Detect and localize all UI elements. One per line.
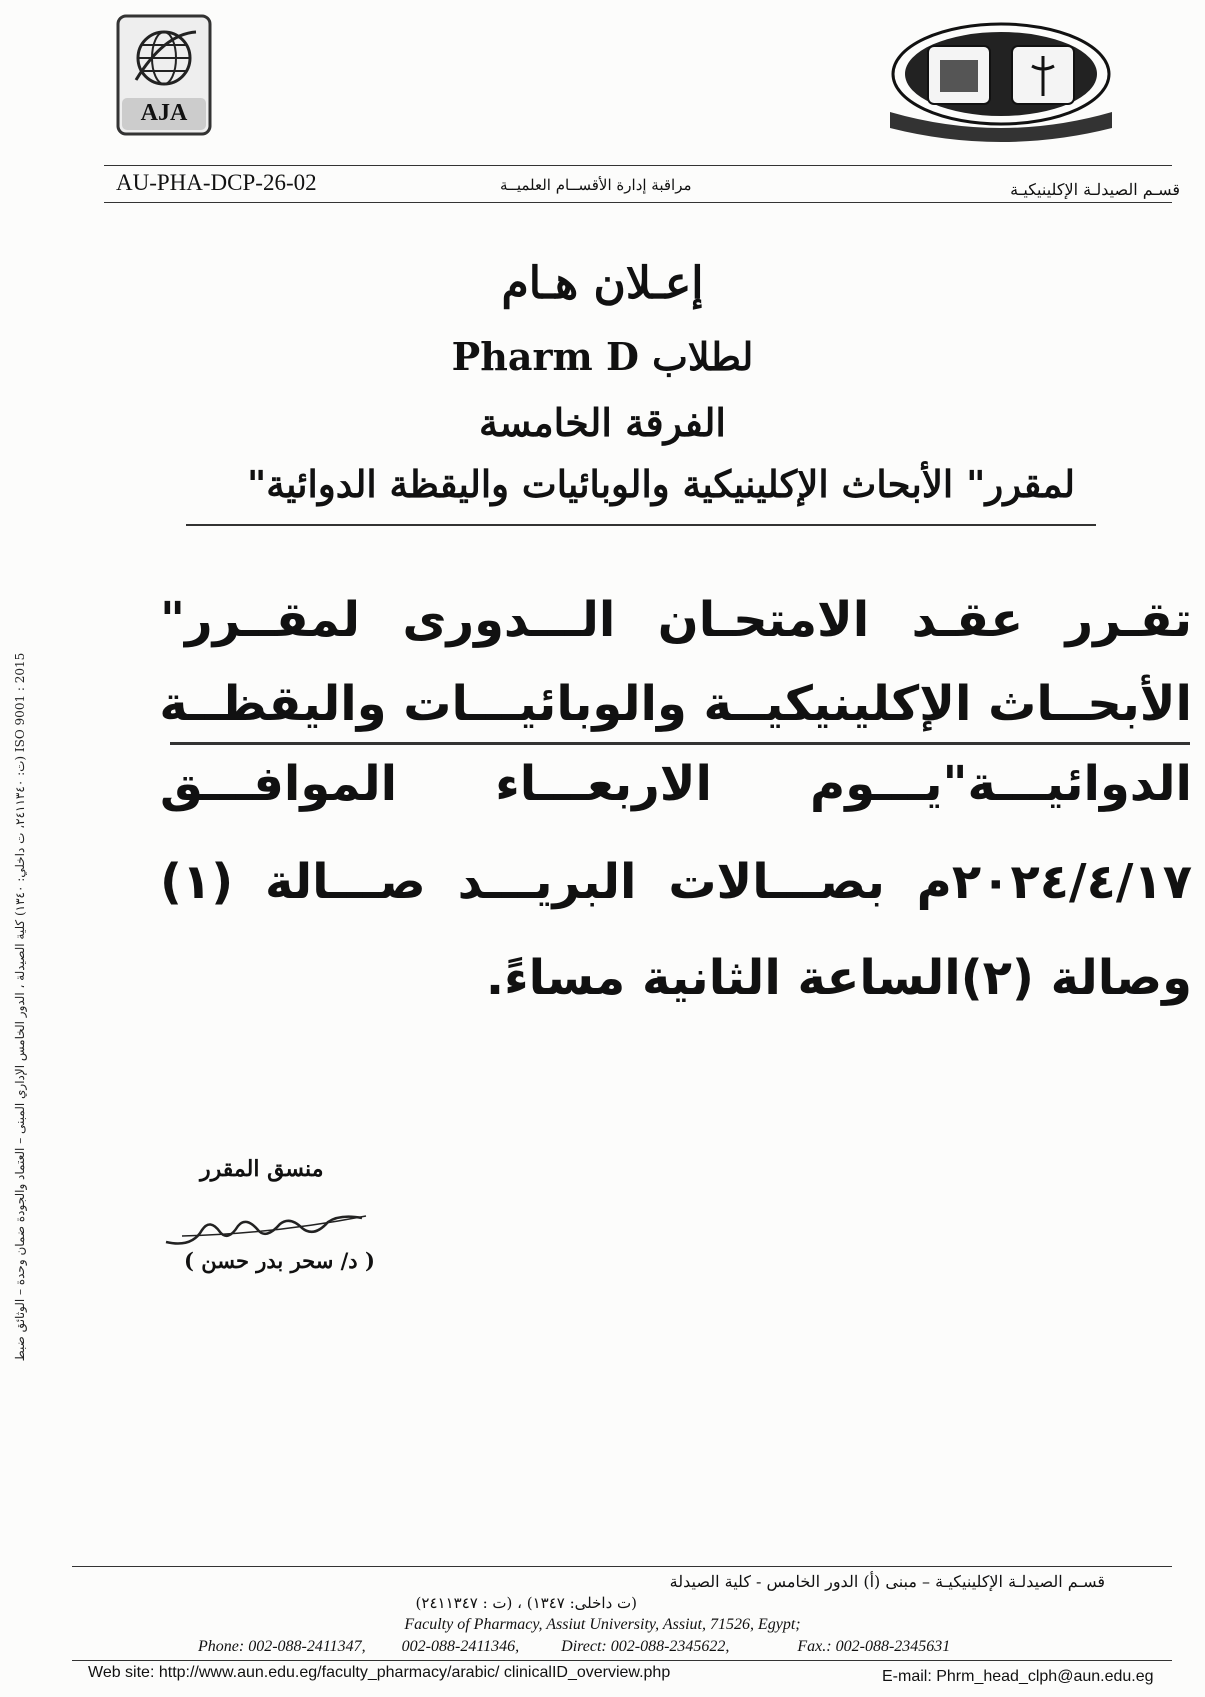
body-line-4: ٢٠٢٤/٤/١٧م بصـــالات البريـــد صـــالة (١) <box>160 854 1192 910</box>
body-line-2: الأبحــاث الإكلينيكيــة والوبائيـــات واليقظــة <box>159 676 1192 732</box>
handwritten-signature <box>162 1208 372 1250</box>
document-code: AU-PHA-DCP-26-02 <box>116 170 317 195</box>
body-line-1: تقـرر عقـد الامتحـان الـــدورى لمقــرر" <box>160 592 1192 648</box>
footer-phone-2: 002-088-2411346, <box>401 1638 520 1655</box>
aja-logo <box>116 14 212 136</box>
signature-title: منسق المقرر <box>200 1156 324 1182</box>
side-note: ISO 9001 : 2015 (ت: ٢٤١١٣٤٠، ت داخلي: ١٣٤٠) كلية الصيدلة ، الدور الخامس الإداري المبنى – العتماد والجودة ضمان وحدة – الوثائق ضبط <box>13 652 27 1362</box>
header-department-name: قسـم الصيدلـة الإكلينيكيـة <box>1010 180 1180 199</box>
footer-phone: Phone: 002-088-2411347, <box>198 1638 366 1655</box>
announcement-course: لمقرر" الأبحاث الإكلينيكية والوبائيات واليقظة الدوائية" <box>246 462 1076 506</box>
footer-divider-bottom <box>72 1660 1172 1661</box>
course-underline <box>186 524 1096 526</box>
body-line-5: وصالة (٢)الساعة الثانية مساءً. <box>485 950 1192 1006</box>
footer-contact-line <box>198 1638 950 1656</box>
header-center-text: مراقبة إدارة الأقســام العلميــة <box>500 176 692 194</box>
announcement-level: الفرقة الخامسة <box>479 400 726 445</box>
signatory-name: ( د/ سحر بدر حسن ) <box>184 1248 375 1273</box>
footer-divider-top <box>72 1566 1172 1567</box>
announcement-audience: لطلاب Pharm D <box>451 334 754 379</box>
footer-arabic-phones: (ت داخلى: ١٣٤٧) ، (ت : ٢٤١١٣٤٧) <box>415 1594 637 1612</box>
body-underline-2 <box>170 742 1190 745</box>
footer-department-address: قسـم الصيدلـة الإكلينيكيـة – مبنى (أ) الدور الخامس - كلية الصيدلة <box>669 1572 1105 1591</box>
body-line-3: الدوائيـــة"يـــوم الاربعـــاء الموافـــق <box>160 756 1192 812</box>
department-logo <box>880 16 1122 146</box>
footer-direct-phone: Direct: 002-088-2345622, <box>561 1638 730 1655</box>
header-divider-top <box>104 165 1172 166</box>
aja-logo-text: AJA <box>140 100 188 126</box>
footer-email-link[interactable]: E-mail: Phrm_head_clph@aun.edu.eg <box>882 1668 1154 1685</box>
announcement-title: إعـلان هـام <box>501 258 704 309</box>
footer-fax: Fax.: 002-088-2345631 <box>797 1638 951 1655</box>
header-divider-bottom <box>104 202 1172 203</box>
footer-website-link[interactable]: Web site: http://www.aun.edu.eg/faculty_pharmacy/arabic/ clinicalID_overview.php <box>88 1664 671 1681</box>
footer-english-address: Faculty of Pharmacy, Assiut University, Assiut, 71526, Egypt; <box>404 1616 801 1633</box>
